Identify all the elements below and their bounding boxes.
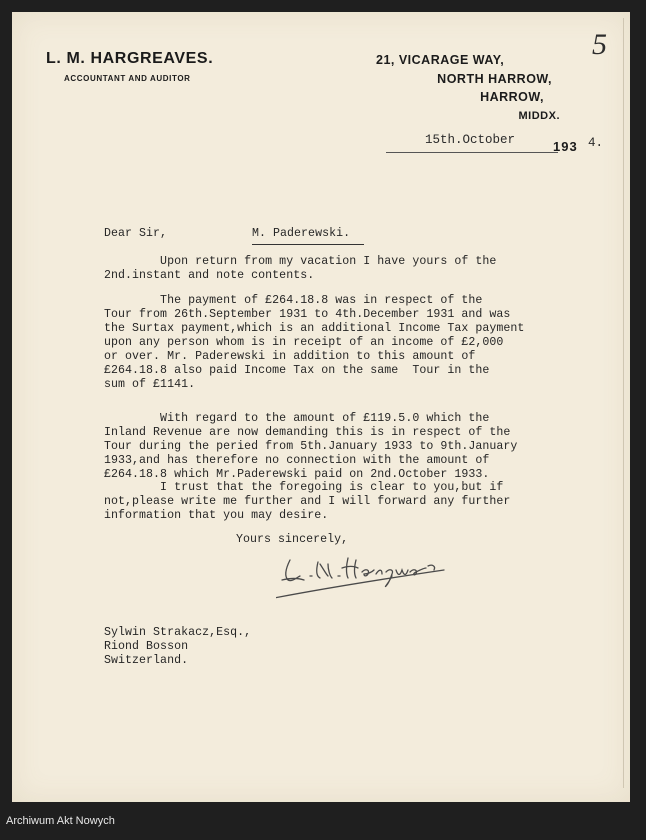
paragraph-3: With regard to the amount of £119.5.0 which the Inland Revenue are now demanding this is in respect of the Tour during the peried from 5th.January 1933 to 9th.January 1933,and has therefore no connection with the amount of £264.18.8 which Mr.Paderewski paid on 2nd.October 1933. <box>104 412 518 481</box>
address-line-3: HARROW, <box>480 90 544 104</box>
letterhead-name: L. M. HARGREAVES. <box>46 50 214 67</box>
recipient-line-1: Sylwin Strakacz,Esq., <box>104 626 252 639</box>
closing: Yours sincerely, <box>236 533 349 546</box>
recipient-line-2: Riond Bosson <box>104 640 189 653</box>
address-line-2: NORTH HARROW, <box>437 72 552 86</box>
letter-sheet <box>12 12 630 802</box>
recipient-line-3: Switzerland. <box>104 654 189 667</box>
paragraph-2: The payment of £264.18.8 was in respect of the Tour from 26th.September 1931 to 4th.December 1931 and was the Surtax payment,which is an additional Income Tax payment upon any person whom is in receipt of an income of £2,000 or over. Mr. Paderewski in addition to this amount of £264.18.8 also paid Income Tax on the same Tour in the sum of £1141. <box>104 294 525 391</box>
salutation: Dear Sir, <box>104 227 168 240</box>
subject-underline <box>252 244 364 245</box>
paper-edge <box>623 18 624 788</box>
subject-line: M. Paderewski. <box>252 227 351 240</box>
date-rule <box>386 152 558 153</box>
address-line-1: 21, VICARAGE WAY, <box>376 53 505 67</box>
date-year-printed: 193 <box>553 139 578 154</box>
archive-caption: Archiwum Akt Nowych <box>6 815 115 827</box>
paragraph-4: I trust that the foregoing is clear to you,but if not,please write me further and I will forward any further information that you may desire. <box>104 481 511 522</box>
page-number: 5 <box>592 28 607 61</box>
paragraph-1: Upon return from my vacation I have yours of the 2nd.instant and note contents. <box>104 255 497 282</box>
handwritten-signature <box>276 540 446 600</box>
date-typed: 15th.October <box>425 133 516 147</box>
letterhead-title: ACCOUNTANT AND AUDITOR <box>64 74 191 83</box>
address-line-4: MIDDX. <box>518 110 560 122</box>
date-year-typed: 4. <box>588 136 604 150</box>
